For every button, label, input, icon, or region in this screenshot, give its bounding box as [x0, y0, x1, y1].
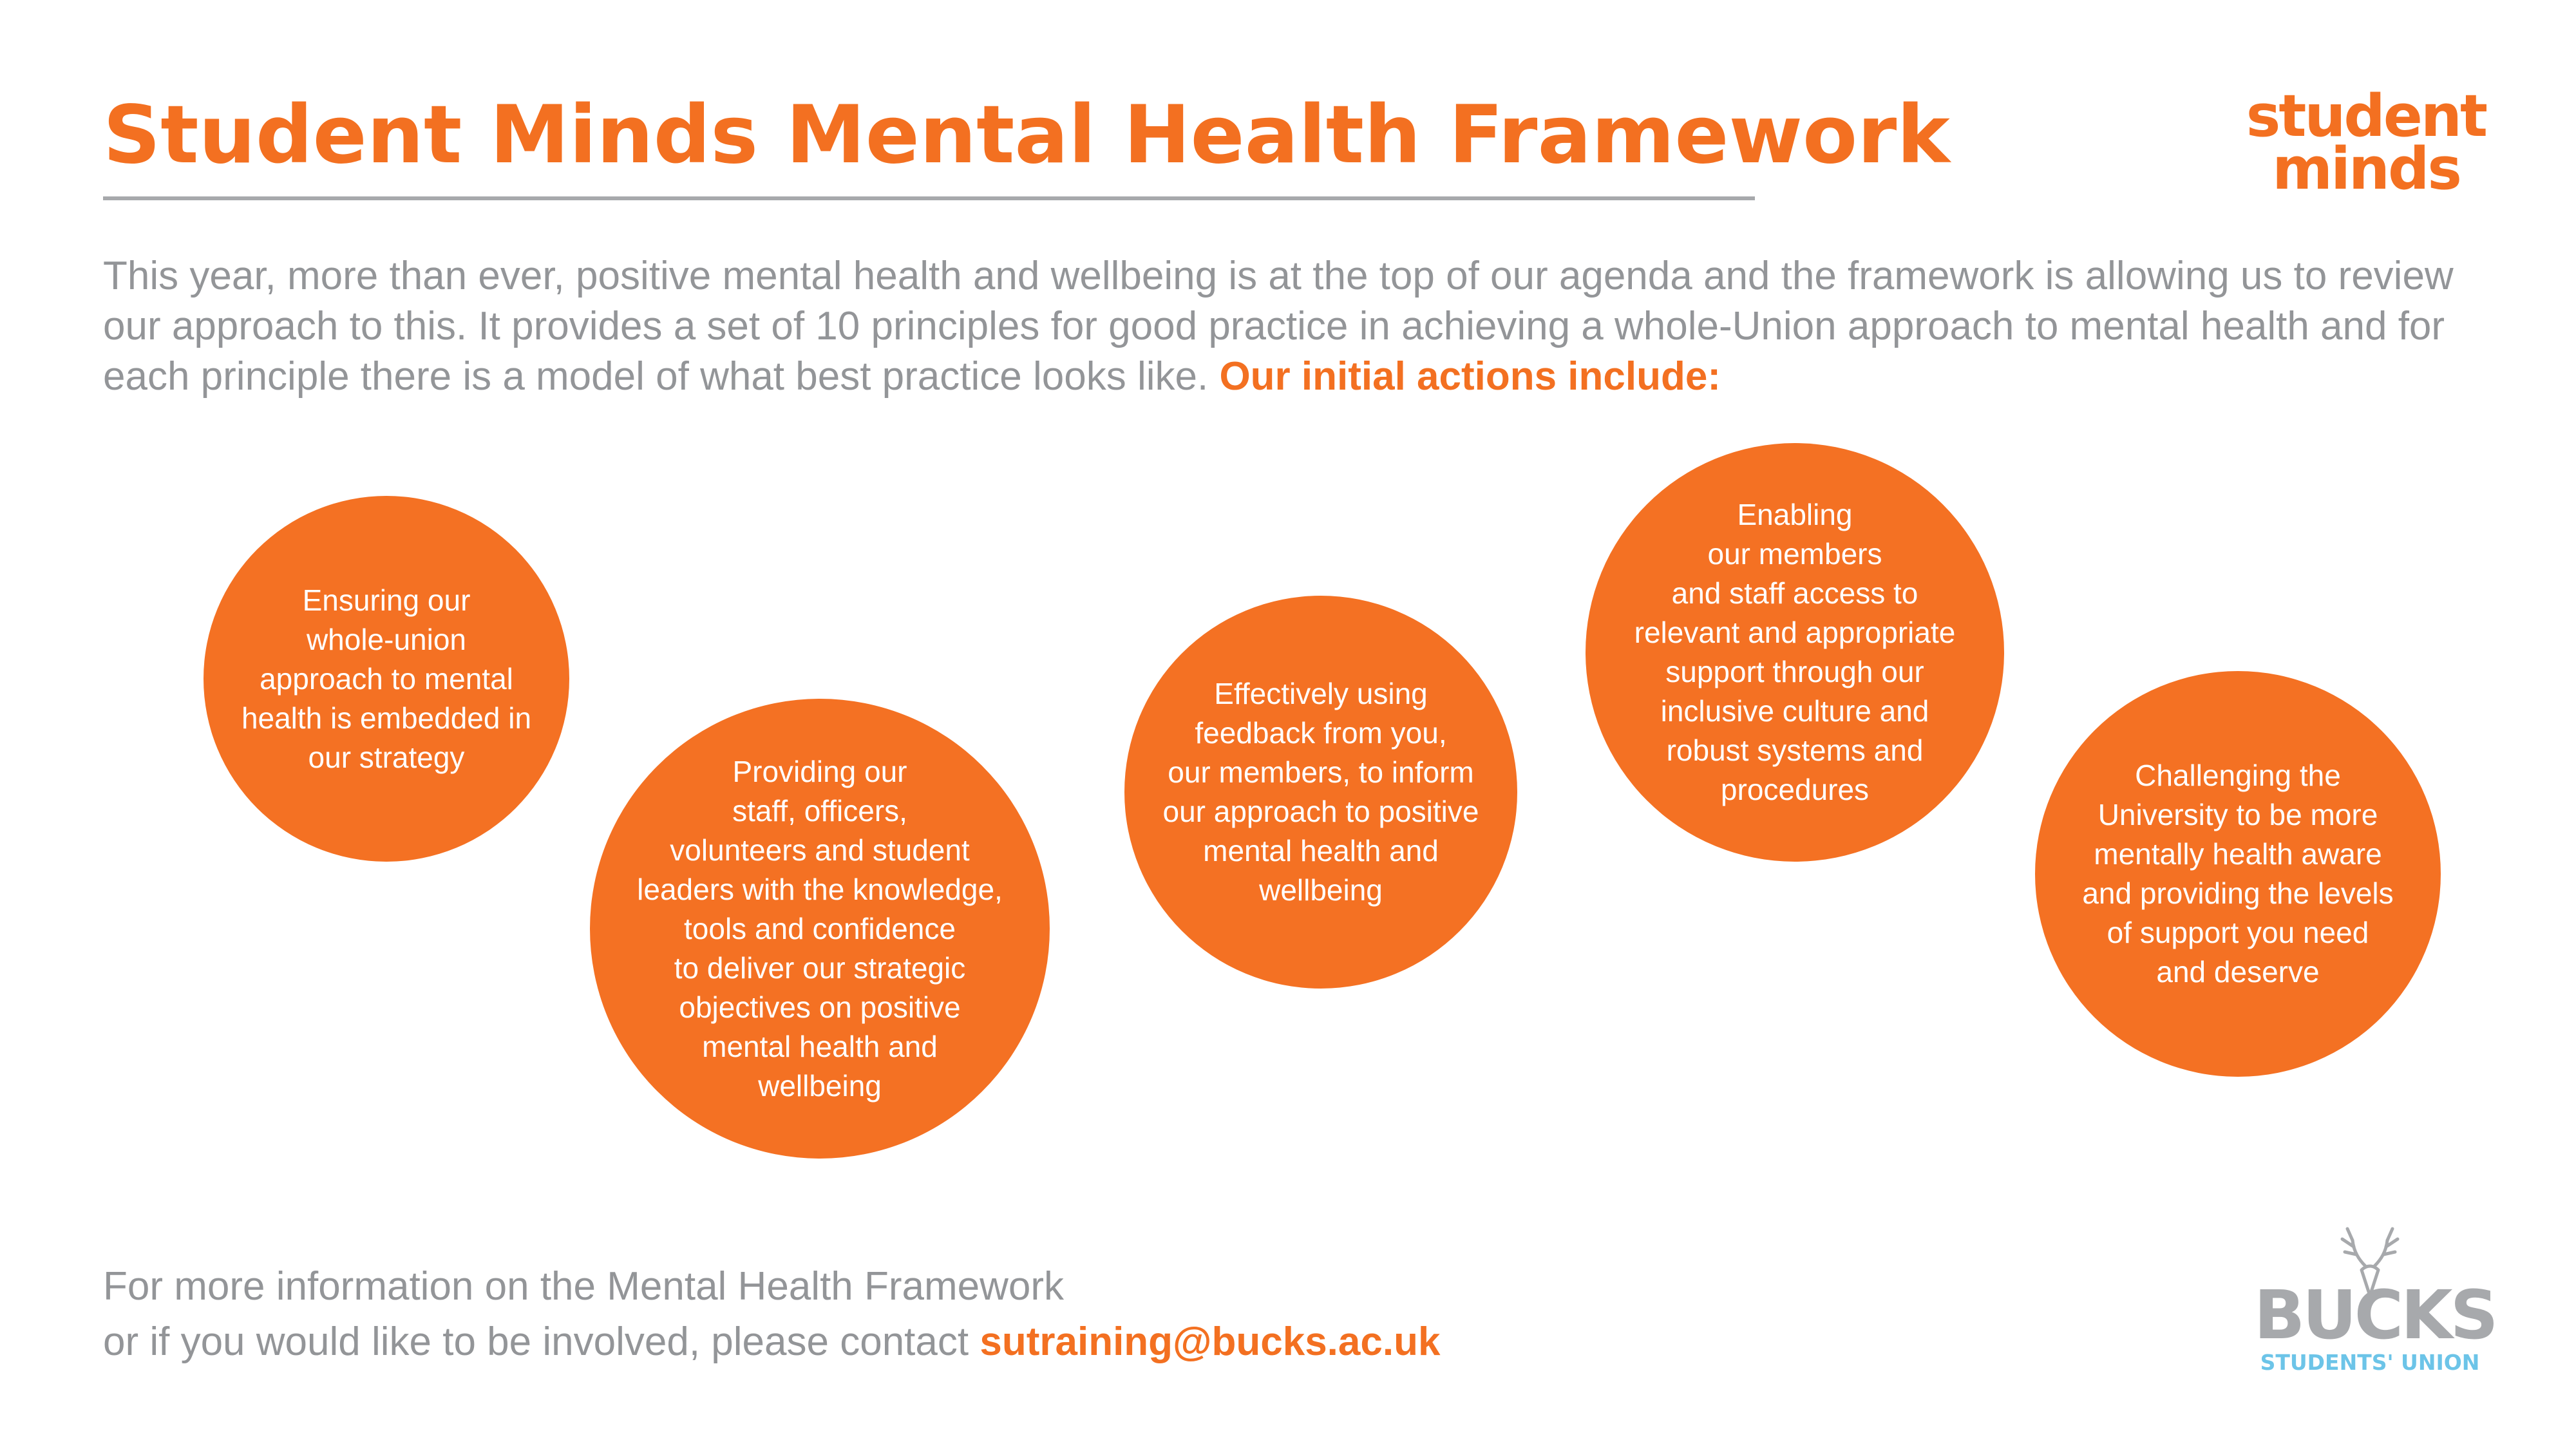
action-circle-text: Effectively using feedback from you, our members, to inform our approach to positive mental health and wellbeing — [1162, 677, 1479, 907]
student-minds-logo — [2246, 82, 2486, 203]
action-circle-3 — [1124, 596, 1517, 989]
footer-line-1: For more information on the Mental Health Framework — [103, 1264, 1065, 1309]
contact-footer — [103, 1259, 1440, 1370]
action-circle-text: Challenging the University to be more mentally health aware and providing the levels of support you need and deserve — [2082, 759, 2394, 989]
action-circle-5 — [2035, 671, 2441, 1077]
student-minds-logo-line1: student — [2246, 82, 2486, 150]
contact-email-link[interactable]: sutraining@bucks.ac.uk — [980, 1320, 1441, 1364]
footer-line-2 — [103, 1314, 1440, 1370]
action-circle-text: Ensuring our whole-union approach to mental health is embedded in our strategy — [241, 583, 532, 774]
intro-paragraph — [103, 251, 2499, 402]
action-circle-2 — [590, 699, 1050, 1159]
action-circle-text: Enabling our members and staff access to relevant and appropriate support through our inclusive culture and robust systems and procedures — [1634, 498, 1956, 806]
title-underline — [103, 196, 1755, 200]
action-circle-text: Providing our staff, officers, volunteers and student leaders with the knowledge, tools and confidence to deliver our strategic objectives on positive mental health and wellbeing — [637, 754, 1003, 1103]
page-title: Student Minds Mental Health Framework — [103, 89, 1950, 182]
bucks-wordmark: BUCKS — [2254, 1276, 2496, 1354]
bucks-students-union-logo — [2254, 1224, 2496, 1376]
students-union-label: STUDENTS' UNION — [2260, 1350, 2480, 1375]
intro-text: This year, more than ever, positive mental health and wellbeing is at the top of our agenda and the framework is allowing us to review our approach to this. It provides a set of 10 principles for good practice in achieving a whole-Union approach to mental health and for each principle there is a model of what best practice looks like. — [103, 254, 2454, 399]
action-circle-4 — [1586, 443, 2004, 862]
footer-line-2-text: or if you would like to be involved, please contact — [103, 1320, 969, 1364]
action-circle-1 — [204, 496, 569, 862]
student-minds-logo-line2: minds — [2272, 135, 2460, 203]
intro-highlight: Our initial actions include: — [1219, 354, 1721, 399]
